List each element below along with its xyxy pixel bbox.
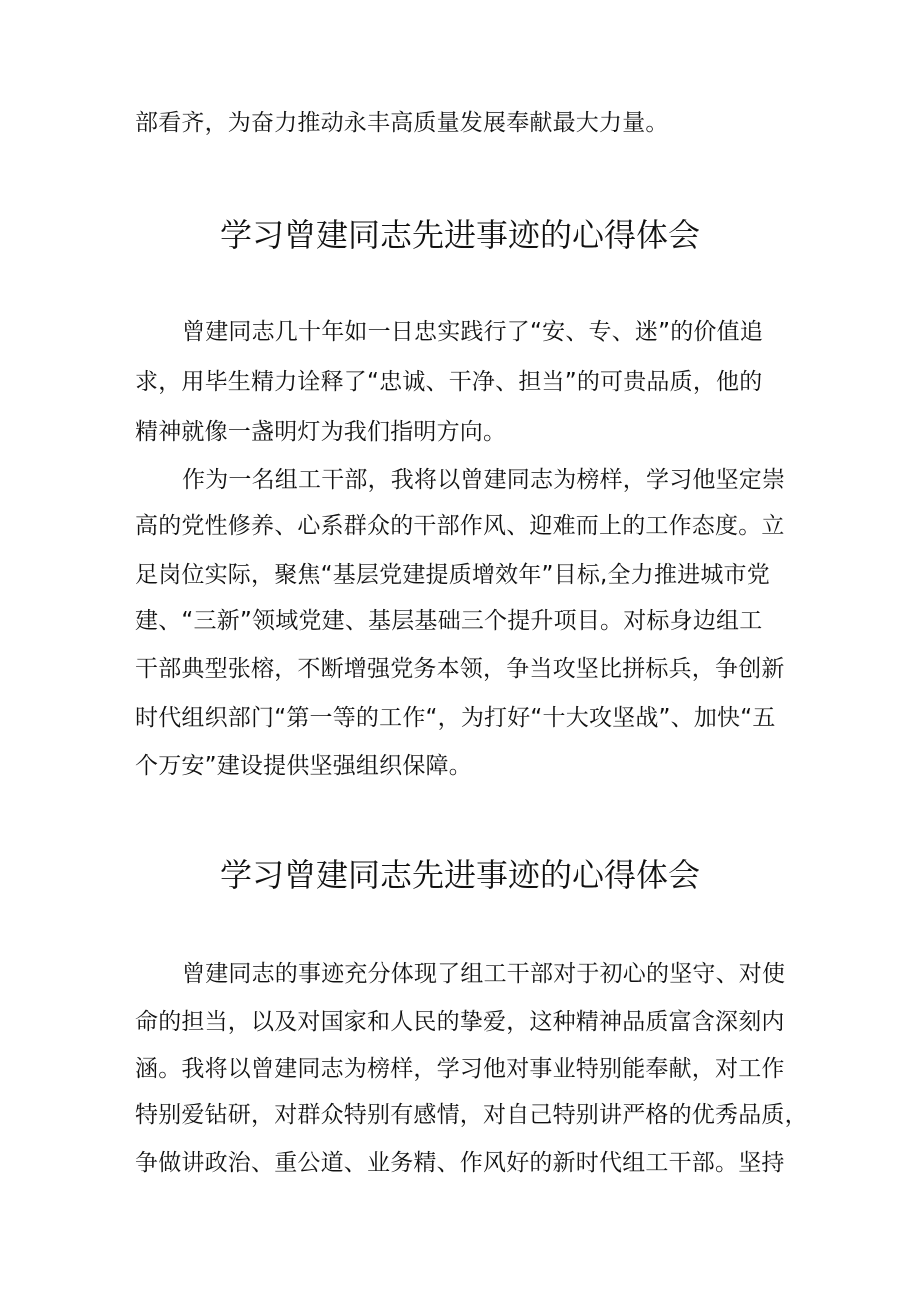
section-title: 学习曾建同志先进事迹的心得体会 (219, 856, 700, 894)
body-text-line: 部看齐，为奋力推动永丰高质量发展奉献最大力量。 (135, 110, 669, 136)
body-text-line: 涵。我将以曾建同志为榜样，学习他对事业特别能奉献，对工作 (135, 1056, 785, 1082)
body-text-line: 干部典型张榕，不断增强党务本领，争当攻坚比拼标兵，争创新 (135, 656, 785, 682)
body-text-line: 时代组织部门“第一等的工作“，为打好“十大攻坚战”、加快“五 (135, 705, 776, 731)
body-text-line: 精神就像一盏明灯为我们指明方向。 (135, 419, 507, 445)
body-text-line: 曾建同志几十年如一日忠实践行了“安、专、迷”的价值追 (182, 319, 764, 345)
body-text-line: 命的担当，以及对国家和人民的挚爱，这种精神品质富含深刻内 (135, 1009, 785, 1035)
body-text-line: 争做讲政治、重公道、业务精、作风好的新时代组工干部。坚持 (135, 1150, 785, 1176)
body-text-line: 足岗位实际，聚焦“基层党建提质增效年”目标,全力推进城市党 (135, 562, 770, 588)
body-text-line: 曾建同志的事迹充分体现了组工干部对于初心的坚守、对使 (182, 961, 786, 987)
section-title: 学习曾建同志先进事迹的心得体会 (219, 216, 700, 254)
body-text-line: 特别爱钻研，对群众特别有感情，对自己特别讲严格的优秀品质， (135, 1102, 808, 1128)
body-text-line: 作为一名组工干部，我将以曾建同志为榜样，学习他坚定崇 (182, 467, 786, 493)
body-text-line: 求，用毕生精力诠释了“忠诚、干净、担当”的可贵品质，他的 (135, 369, 763, 395)
body-text-line: 建、“三新”领域党建、基层基础三个提升项目。对标身边组工 (135, 608, 763, 634)
body-text-line: 个万安”建设提供坚强组织保障。 (135, 753, 472, 779)
body-text-line: 高的党性修养、心系群众的干部作风、迎难而上的工作态度。立 (135, 513, 785, 539)
